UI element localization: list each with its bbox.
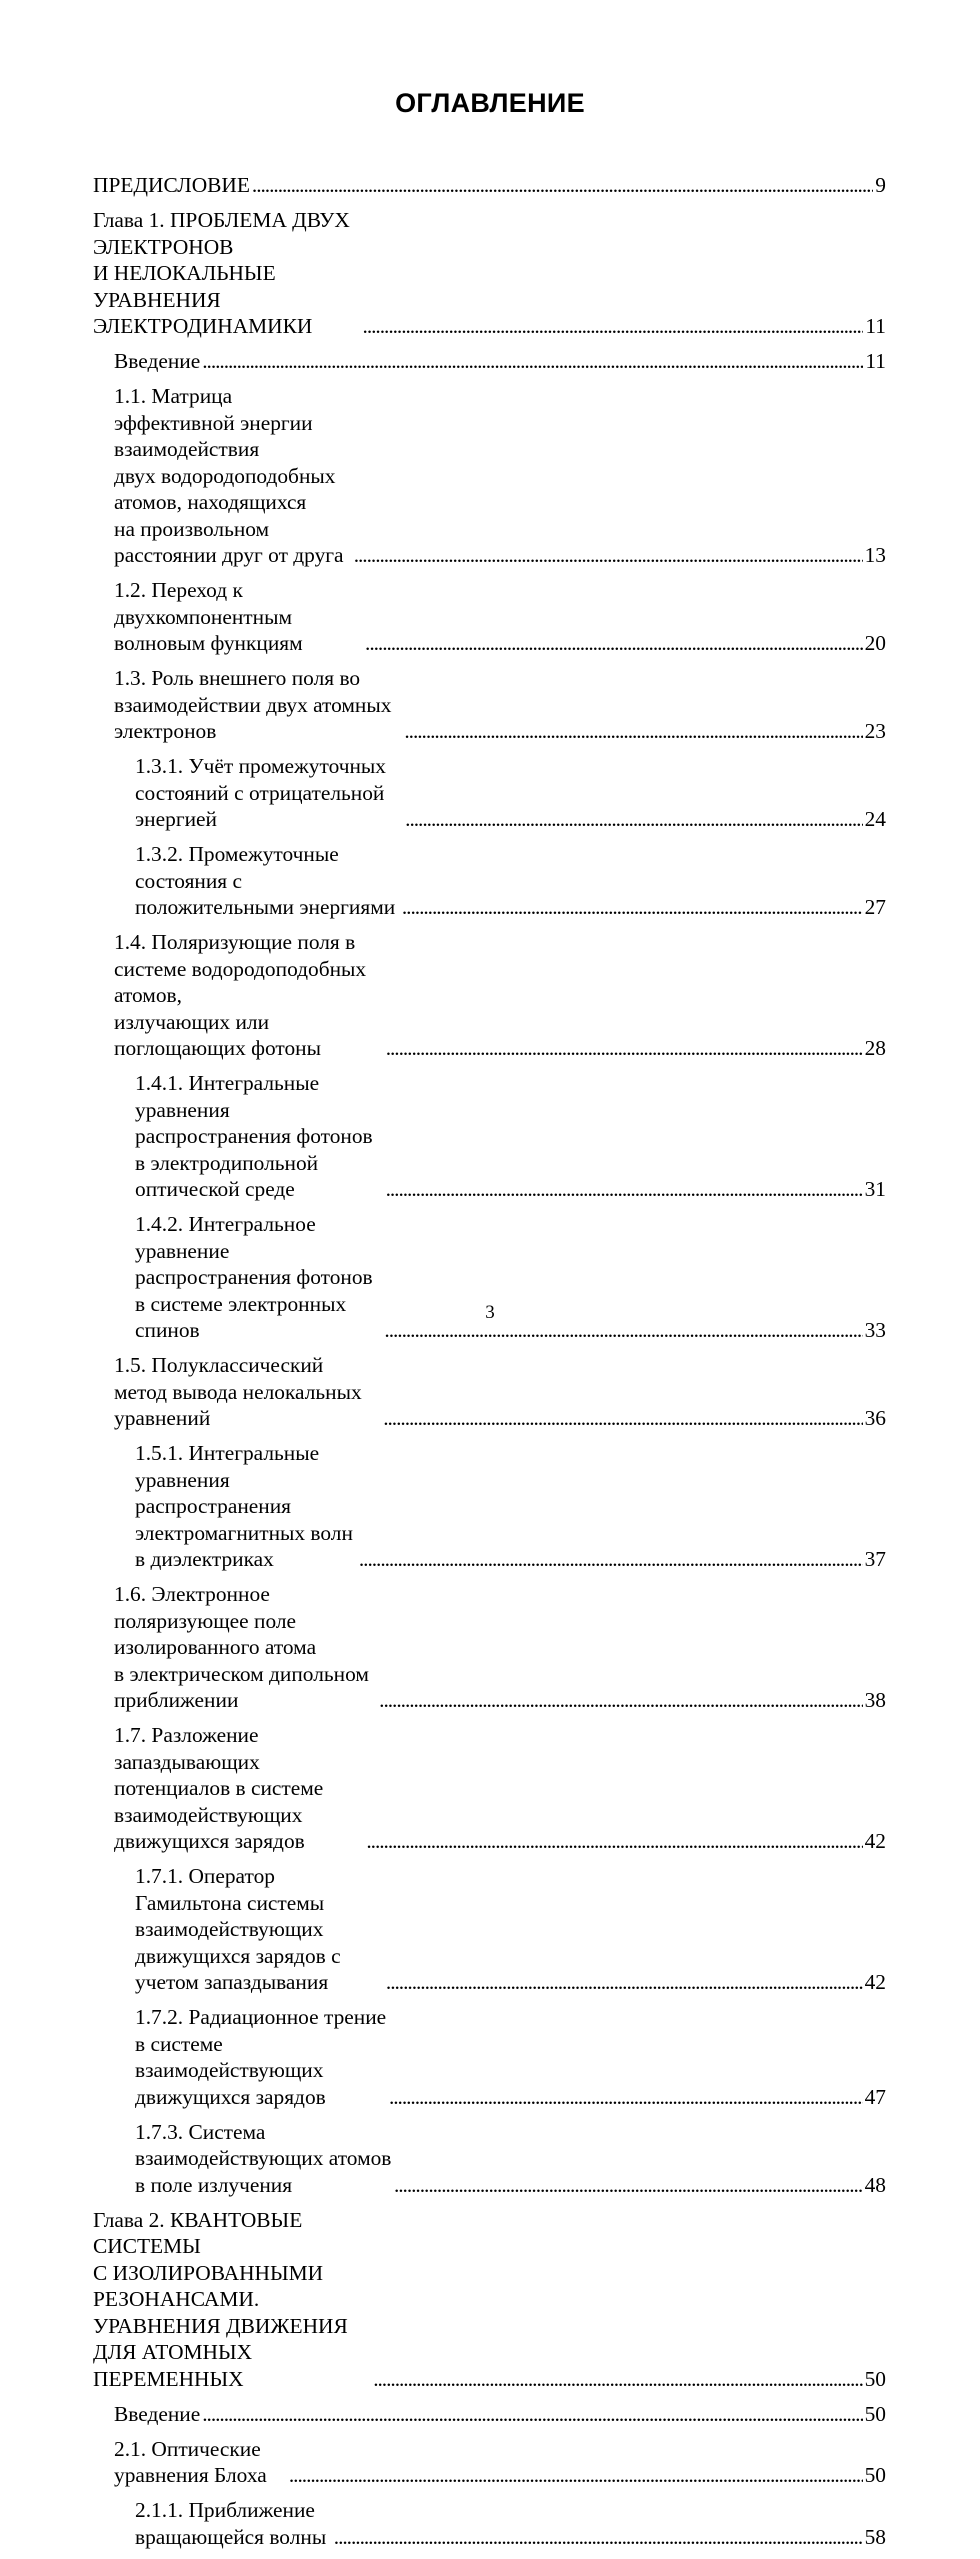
page-number: 3 (485, 1302, 495, 1323)
toc-entry-page: 58 (864, 2524, 886, 2549)
toc-entry-page: 48 (864, 2172, 886, 2197)
toc-entry[interactable] (93, 207, 886, 340)
toc-entry[interactable] (93, 1581, 886, 1714)
toc-entry-title: 1.4.2. Интегральное уравнение распространения фотонов в системе электронных спинов (135, 1212, 373, 1342)
toc-entry[interactable] (93, 929, 886, 1062)
toc-entry-title: 1.1. Матрица эффективной энергии взаимодействия двух водородоподобных атомов, находящихся на произвольном расстоянии друг от друга (114, 384, 344, 567)
toc-entry[interactable] (93, 753, 886, 833)
dot-leader (389, 2084, 863, 2111)
dot-leader (404, 718, 862, 745)
toc-entry-page: 23 (864, 719, 886, 743)
dot-leader (402, 894, 863, 921)
toc-entry[interactable] (93, 2207, 886, 2393)
toc-entry-title: 1.3.1. Учёт промежуточных состояний с отрицательной энергией (135, 754, 386, 831)
dot-leader (359, 1546, 863, 1573)
toc-entry-page: 50 (864, 2463, 886, 2487)
dot-leader (366, 1828, 862, 1855)
toc-entry-title: 1.4. Поляризующие поля в системе водородоподобных атомов, излучающих или поглощающих фотоны (114, 930, 367, 1060)
toc-entry[interactable] (93, 172, 886, 199)
dot-leader (386, 1176, 863, 1203)
toc-entry-title: 1.7. Разложение запаздывающих потенциалов в системе взаимодействующих движущихся зарядов (114, 1723, 324, 1853)
toc-entry-title: 1.7.2. Радиационное трение в системе взаимодействующих движущихся зарядов (135, 2005, 387, 2109)
toc-entry-page: 47 (864, 2084, 886, 2109)
toc-entry[interactable] (93, 383, 886, 569)
toc-entry-page: 38 (864, 1688, 886, 1712)
toc-entry-title: 1.7.1. Оператор Гамильтона системы взаимодействующих движущихся зарядов с учетом запаздывания (135, 1864, 341, 1994)
toc-entry-page: 13 (864, 543, 886, 567)
toc-entry-title: 1.7.3. Система взаимодействующих атомов в поле излучения (135, 2119, 392, 2197)
dot-leader (379, 1687, 862, 1714)
dot-leader (252, 172, 873, 199)
dot-leader (365, 630, 863, 657)
toc-entry-title: Глава 2. КВАНТОВЫЕ СИСТЕМЫ С ИЗОЛИРОВАННЫМИ РЕЗОНАНСАМИ. УРАВНЕНИЯ ДВИЖЕНИЯ ДЛЯ АТОМНЫХ ПЕРЕМЕННЫХ (93, 2207, 348, 2391)
toc-entry-title: 2.1.1. Приближение вращающейся волны (135, 2498, 327, 2549)
toc-entry-page: 31 (864, 1177, 886, 1201)
toc-entry-title: Введение (114, 2401, 201, 2426)
toc-entry[interactable] (93, 577, 886, 657)
dot-leader (373, 2366, 862, 2393)
toc-entry[interactable] (93, 1863, 886, 1996)
toc-entry[interactable] (93, 1440, 886, 1573)
toc-entry-page: 20 (864, 631, 886, 655)
toc-entry-page: 50 (864, 2401, 886, 2426)
toc-entry[interactable] (93, 2119, 886, 2199)
page-title: ОГЛАВЛЕНИЕ (395, 88, 585, 118)
toc-entry[interactable] (93, 1722, 886, 1855)
toc-entry-page: 50 (864, 2366, 886, 2391)
toc-entry-page: 42 (864, 1970, 886, 1994)
dot-leader (383, 1405, 862, 1432)
toc-entry[interactable] (93, 665, 886, 745)
toc-entry-title: 1.6. Электронное поляризующее поле изолированного атома в электрическом дипольном приближении (114, 1582, 369, 1712)
toc-entry-title: 1.5.1. Интегральные уравнения распространения электромагнитных волн в диэлектриках (135, 1441, 353, 1571)
table-of-contents (93, 172, 886, 2559)
toc-entry[interactable] (93, 2497, 886, 2550)
toc-entry-page: 11 (865, 349, 886, 373)
dot-leader (202, 2401, 862, 2428)
toc-entry-page: 27 (864, 895, 886, 919)
toc-entry-title: Глава 1. ПРОБЛЕМА ДВУХ ЭЛЕКТРОНОВ И НЕЛОКАЛЬНЫЕ УРАВНЕНИЯ ЭЛЕКТРОДИНАМИКИ (93, 208, 350, 338)
toc-entry-title: ПРЕДИСЛОВИЕ (93, 173, 250, 197)
dot-leader (386, 1035, 863, 1062)
toc-entry-page: 42 (864, 1829, 886, 1853)
toc-entry[interactable] (93, 1352, 886, 1432)
toc-entry-page: 37 (864, 1547, 886, 1571)
toc-entry-title: 1.5. Полуклассический метод вывода нелокальных уравнений (114, 1353, 362, 1430)
toc-entry[interactable] (93, 841, 886, 921)
dot-leader (289, 2462, 863, 2489)
dot-leader (394, 2172, 863, 2199)
toc-entry-page: 9 (875, 173, 886, 197)
toc-entry[interactable] (93, 2004, 886, 2110)
toc-entry-title: 1.3. Роль внешнего поля во взаимодействии двух атомных электронов (114, 666, 392, 743)
toc-entry-page: 36 (864, 1406, 886, 1430)
dot-leader (202, 348, 863, 375)
toc-entry[interactable] (93, 2401, 886, 2428)
toc-entry-title: 1.3.2. Промежуточные состояния с положительными энергиями (135, 842, 396, 919)
dot-leader (405, 806, 862, 833)
dot-leader (354, 542, 863, 569)
dot-leader (386, 1969, 863, 1996)
toc-entry-page: 24 (864, 807, 886, 831)
toc-entry-page: 33 (864, 1318, 886, 1342)
toc-entry[interactable] (93, 1070, 886, 1203)
dot-leader (334, 2524, 863, 2551)
toc-entry[interactable] (93, 348, 886, 375)
toc-entry[interactable] (93, 2436, 886, 2489)
toc-entry-title: 2.1. Оптические уравнения Блоха (114, 2436, 267, 2487)
dot-leader (363, 313, 864, 340)
toc-entry-title: Введение (114, 349, 201, 373)
toc-entry-title: 1.2. Переход к двухкомпонентным волновым функциям (114, 578, 303, 655)
toc-entry-page: 28 (864, 1036, 886, 1060)
toc-entry-title: 1.4.1. Интегральные уравнения распространения фотонов в электродипольной оптической среде (135, 1071, 373, 1201)
toc-entry-page: 11 (865, 314, 886, 338)
